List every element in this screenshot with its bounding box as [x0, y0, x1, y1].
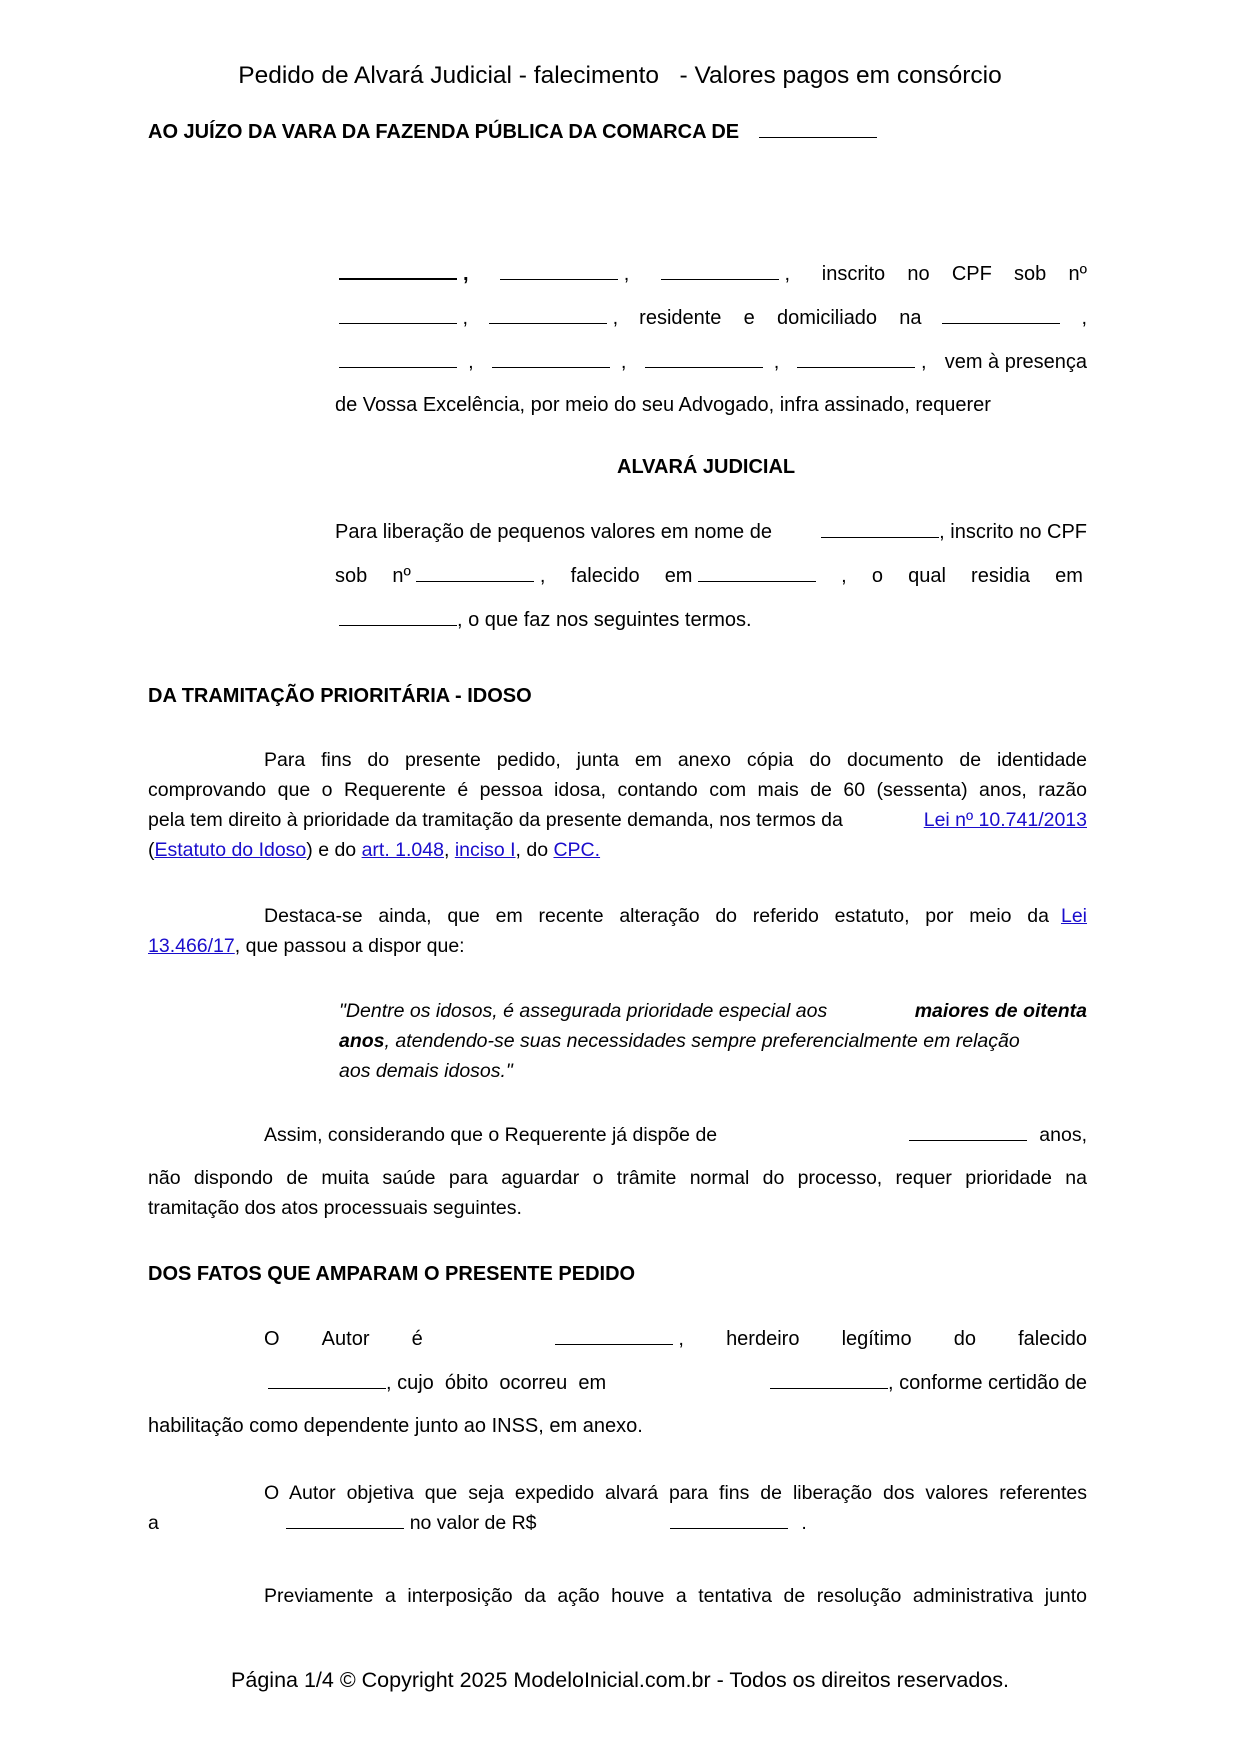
- intro-line-2: [339, 307, 1087, 330]
- request-title: ALVARÁ JUDICIAL: [617, 456, 796, 478]
- deceased-name-blank[interactable]: , cujo óbito ocorreu em: [268, 1372, 606, 1395]
- release-line-2: sob nº , falecido em , o qual residia em: [335, 565, 1083, 587]
- link-estatuto-idoso[interactable]: Estatuto do Idoso: [154, 839, 307, 861]
- link-lei-13466-b[interactable]: 13.466/17: [148, 935, 235, 957]
- s2-p2-line-1: O Autor objetiva que seja expedido alvará para fins de liberação dos valores referentes: [264, 1482, 1087, 1504]
- link-cpc[interactable]: CPC.: [553, 839, 601, 861]
- intro-blank-8[interactable]: ,: [492, 351, 627, 374]
- comma: ,: [1081, 307, 1087, 329]
- intro-blank-4[interactable]: ,: [339, 307, 468, 330]
- s1-p2-line-2: 13.466/17, que passou a dispor que:: [148, 935, 465, 957]
- s1-p3-line-1: Assim, considerando que o Requerente já dispõe de anos,: [264, 1124, 1087, 1146]
- intro-presence-text: vem à presença: [944, 351, 1087, 373]
- addressee-text: AO JUÍZO DA VARA DA FAZENDA PÚBLICA DA COMARCA DE: [148, 121, 740, 143]
- link-art-1048[interactable]: art. 1.048: [361, 839, 444, 861]
- intro-blank-6[interactable]: [942, 307, 1060, 330]
- residence-blank[interactable]: [339, 611, 457, 626]
- release-line-3: , o que faz nos seguintes termos.: [339, 609, 752, 632]
- intro-blank-3[interactable]: ,: [661, 263, 790, 286]
- s2-p1-line-2: [268, 1372, 1087, 1395]
- link-lei-13466-a[interactable]: Lei: [1060, 905, 1087, 927]
- intro-name-field[interactable]: ,: [339, 263, 469, 286]
- quote-line-2: anos, atendendo-se suas necessidades sempre preferencialmente em relação: [339, 1030, 1020, 1052]
- intro-cpf-text: inscrito no CPF sob nº: [821, 263, 1087, 285]
- s1-p1-line-1: Para fins do presente pedido, junta em anexo cópia do documento de identidade: [264, 749, 1087, 771]
- link-lei-10741[interactable]: Lei nº 10.741/2013: [923, 809, 1087, 831]
- s1-p2-line-1: Destaca-se ainda, que em recente alteração do referido estatuto, por meio da Lei: [264, 905, 1087, 927]
- amount-blank[interactable]: [670, 1512, 788, 1534]
- s1-p1-line-3: pela tem direito à prioridade da tramitação da presente demanda, nos termos da Lei nº 10.741/2013: [148, 809, 1087, 831]
- s2-p2-line-2: a no valor de R$ .: [148, 1512, 807, 1534]
- s2-p1-line-3: habilitação como dependente junto ao INSS, em anexo.: [148, 1415, 643, 1437]
- cpf-blank[interactable]: nº ,: [392, 565, 546, 587]
- death-date-blank[interactable]: em: [665, 565, 816, 588]
- document-header: Pedido de Alvará Judicial - falecimento - Valores pagos em consórcio: [238, 62, 1002, 89]
- age-blank[interactable]: [909, 1124, 1027, 1147]
- s2-p1-line-1: O Autor é , herdeiro legítimo do falecido: [264, 1328, 1087, 1350]
- release-name-blank[interactable]: , inscrito no CPF: [821, 521, 1087, 544]
- addressee-line: [148, 121, 877, 144]
- death-date-blank-2[interactable]: , conforme certidão de: [770, 1372, 1087, 1395]
- s1-p1-line-2: comprovando que o Requerente é pessoa idosa, contando com mais de 60 (sessenta) anos, razão: [148, 779, 1087, 801]
- intro-residence-text: residente e domiciliado na: [639, 307, 922, 329]
- page-footer: Página 1/4 © Copyright 2025 ModeloInicial.com.br - Todos os direitos reservados.: [231, 1668, 1009, 1692]
- link-inciso-i[interactable]: inciso I: [454, 839, 516, 861]
- intro-blank-9[interactable]: ,: [645, 351, 780, 374]
- intro-line-1: [339, 263, 1087, 286]
- author-name-blank[interactable]: ,: [555, 1328, 684, 1351]
- s1-p3-line-3: tramitação dos atos processuais seguintes.: [148, 1197, 522, 1219]
- intro-line-4: de Vossa Excelência, por meio do seu Advogado, infra assinado, requerer: [335, 394, 991, 416]
- release-text-1: Para liberação de pequenos valores em nome de: [335, 521, 772, 543]
- intro-blank-7[interactable]: ,: [339, 351, 474, 374]
- intro-blank-5[interactable]: ,: [489, 307, 618, 330]
- intro-blank-10[interactable]: ,: [797, 351, 926, 374]
- s2-p3-line-1: Previamente a interposição da ação houve a tentativa de resolução administrativa junto: [264, 1585, 1087, 1607]
- quote-line-1: "Dentre os idosos, é assegurada prioridade especial aos maiores de oitenta: [339, 1000, 1087, 1022]
- section-title-facts: DOS FATOS QUE AMPARAM O PRESENTE PEDIDO: [148, 1263, 636, 1285]
- consortium-blank[interactable]: [286, 1512, 404, 1534]
- quote-line-3: aos demais idosos.": [339, 1060, 513, 1082]
- s1-p3-line-2: não dispondo de muita saúde para aguardar o trâmite normal do processo, requer prioridade na: [148, 1167, 1087, 1189]
- intro-blank-2[interactable]: ,: [500, 263, 629, 286]
- blank-field[interactable]: [759, 123, 877, 138]
- section-title-priority: DA TRAMITAÇÃO PRIORITÁRIA - IDOSO: [148, 685, 532, 707]
- intro-line-3: [339, 351, 1087, 374]
- release-line-1: [335, 521, 1087, 544]
- s1-p1-line-4: (Estatuto do Idoso) e do art. 1.048, inciso I, do CPC.: [148, 839, 601, 861]
